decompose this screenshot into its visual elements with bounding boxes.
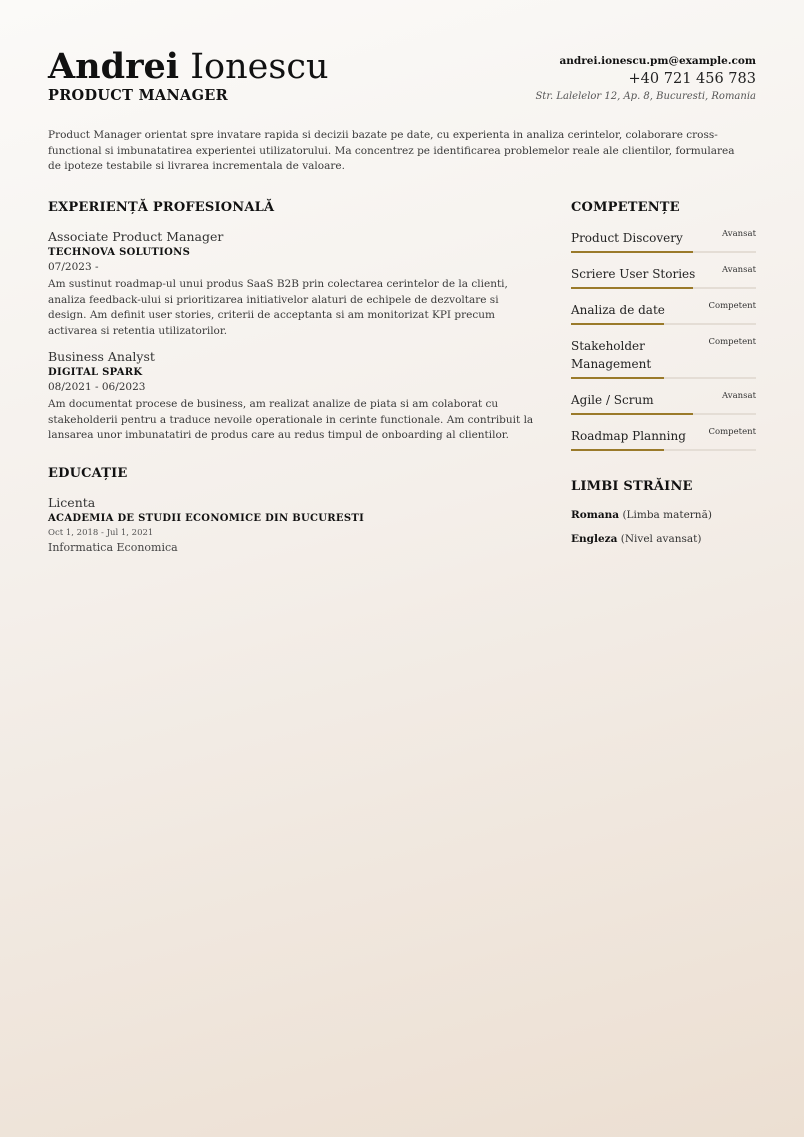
job-entry xyxy=(48,349,540,444)
education-field: Informatica Economica xyxy=(48,540,178,554)
language-level: (Nivel avansat) xyxy=(620,533,702,545)
skills-heading: COMPETENȚE xyxy=(571,200,680,215)
job-company: DIGITAL SPARK xyxy=(48,367,143,378)
skills-list xyxy=(571,229,756,451)
skill-level: Competent xyxy=(708,301,756,311)
email-link[interactable]: andrei.ionescu.pm@example.com xyxy=(559,55,756,67)
skill-item xyxy=(571,301,756,325)
skill-name: Agile / Scrum xyxy=(571,393,654,407)
skill-level-bar xyxy=(571,449,756,451)
skill-item xyxy=(571,427,756,451)
skill-name: Analiza de date xyxy=(571,303,665,317)
job-description: Am documentat procese de business, am realizat analize de piata si am colaborat cu stakeholderii pentru a traduce nevoile operationale in cerinte functionale. Am contribuit la lansarea unor imbunatatiri de produs care au redus timpul de onboarding al clientilor. xyxy=(48,398,534,441)
skill-name: Product Discovery xyxy=(571,231,683,245)
education-section xyxy=(48,466,540,555)
address: Str. Lalelelor 12, Ap. 8, Bucuresti, Romania xyxy=(535,91,756,102)
job-dates: 08/2021 - 06/2023 xyxy=(48,381,146,393)
job-description: Am sustinut roadmap-ul unui produs SaaS B2B prin colectarea cerintelor de la clienti, analiza feedback-ului si prioritizarea initiativelor alaturi de echipele de dezvoltare si design. Am definit user stories, criterii de acceptanta si am monitorizat KPI precum activarea si retentia utilizatorilor. xyxy=(48,278,508,337)
skill-item xyxy=(571,229,756,253)
full-name xyxy=(48,48,329,86)
languages-list xyxy=(571,508,756,547)
language-item xyxy=(571,532,756,547)
skill-name: Scriere User Stories xyxy=(571,267,696,281)
education-dates: Oct 1, 2018 - Jul 1, 2021 xyxy=(48,527,154,538)
job-role: Business Analyst xyxy=(48,349,155,364)
skill-level-fill xyxy=(571,377,664,379)
language-name: Romana xyxy=(571,509,620,521)
language-item xyxy=(571,508,756,523)
skill-item xyxy=(571,337,756,379)
resume-page xyxy=(48,0,756,1137)
skill-item xyxy=(571,391,756,415)
skill-level: Competent xyxy=(708,337,756,347)
main-column xyxy=(48,200,540,555)
education-heading: EDUCAȚIE xyxy=(48,465,128,481)
phone-number: +40 721 456 783 xyxy=(628,71,756,87)
resume-header xyxy=(48,48,756,108)
skill-name: Roadmap Planning xyxy=(571,429,686,443)
profile-summary: Product Manager orientat spre invatare rapida si decizii bazate pe date, cu experienta in analiza cerintelor, colaborare cross-functional si imbunatatirea experientei utilizatorului. Ma concentrez pe identificarea problemelor reale ale clientilor, formularea de ipoteze testabile si livrarea incrementala de valoare. xyxy=(48,129,735,172)
job-dates: 07/2023 - xyxy=(48,261,99,273)
skill-level-bar xyxy=(571,413,756,415)
side-column xyxy=(571,200,756,556)
languages-section xyxy=(571,479,756,547)
skill-level: Avansat xyxy=(722,391,756,401)
skill-level-bar xyxy=(571,377,756,379)
job-title: PRODUCT MANAGER xyxy=(48,87,228,104)
skill-name: Stakeholder Management xyxy=(571,339,652,371)
skill-item xyxy=(571,265,756,289)
skill-level: Avansat xyxy=(722,265,756,275)
last-name: Ionescu xyxy=(190,47,329,87)
skill-level-fill xyxy=(571,251,693,253)
job-role: Associate Product Manager xyxy=(48,229,224,244)
education-school: ACADEMIA DE STUDII ECONOMICE DIN BUCURESTI xyxy=(48,512,365,524)
contact-info xyxy=(535,54,756,104)
skill-level-fill xyxy=(571,323,664,325)
skill-level-bar xyxy=(571,323,756,325)
experience-heading: EXPERIENȚĂ PROFESIONALĂ xyxy=(48,200,275,215)
language-level: (Limba maternă) xyxy=(622,509,712,521)
education-degree: Licenta xyxy=(48,494,96,510)
first-name: Andrei xyxy=(48,46,180,87)
skill-level-fill xyxy=(571,449,664,451)
skill-level-fill xyxy=(571,287,693,289)
job-entry xyxy=(48,229,540,339)
language-name: Engleza xyxy=(571,533,618,545)
languages-heading: LIMBI STRĂINE xyxy=(571,479,693,494)
skill-level: Competent xyxy=(708,427,756,437)
skill-level-fill xyxy=(571,413,693,415)
skill-level: Avansat xyxy=(722,229,756,239)
skill-level-bar xyxy=(571,251,756,253)
job-company: TECHNOVA SOLUTIONS xyxy=(48,247,191,258)
skill-level-bar xyxy=(571,287,756,289)
